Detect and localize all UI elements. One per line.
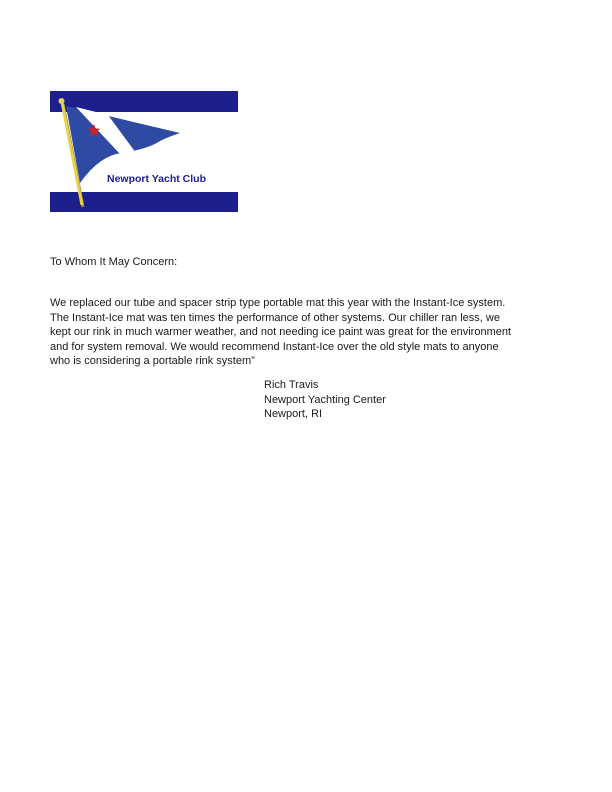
body-line: The Instant-Ice mat was ten times the performance of other systems. Our chiller ran less, we [50,311,500,324]
burgee-flag-icon [50,91,238,212]
logo-bottom-band [50,192,238,212]
body-line: and for system removal. We would recommend Instant-Ice over the old style mats to anyone [50,340,499,353]
signer-organization: Newport Yachting Center [264,393,386,406]
salutation: To Whom It May Concern: [50,256,178,268]
body-line: kept our rink in much warmer weather, and not needing ice paint was great for the environment [50,326,512,338]
flag-pole-finial [59,98,65,104]
body-line: who is considering a portable rink system” [50,355,255,367]
signer-name: Rich Travis [264,379,319,391]
club-name: Newport Yacht Club [107,173,206,185]
signature-block [264,378,386,422]
signer-location: Newport, RI [264,408,323,420]
testimonial-body [50,296,570,369]
newport-yacht-club-logo [50,91,238,212]
body-line: We replaced our tube and spacer strip type portable mat this year with the Instant-Ice system. [50,297,506,309]
